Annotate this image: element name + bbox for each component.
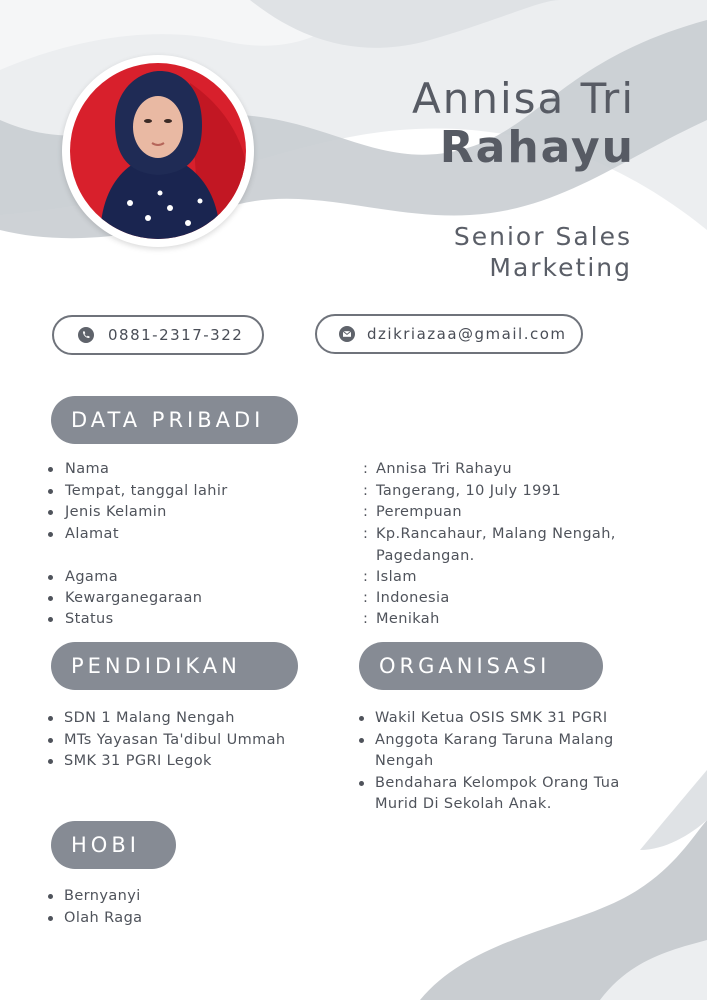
personal-value: Annisa Tri Rahayu xyxy=(376,461,512,477)
education-list xyxy=(48,708,318,773)
personal-value: Islam xyxy=(376,569,417,585)
section-hobi: HOBI xyxy=(51,821,176,869)
profile-photo xyxy=(70,63,246,239)
personal-value: Perempuan xyxy=(376,504,462,520)
organization-list xyxy=(359,708,644,816)
list-item: Bendahara Kelompok Orang Tua Murid Di Sekolah Anak. xyxy=(359,773,644,816)
personal-label: Nama xyxy=(65,461,110,477)
resume-page: Annisa Tri Rahayu Senior Sales Marketing 0881-2317-322 dzikriazaa@gmail.com DATA PRIBADI Nama : Annisa Tri Rahayu Tempat, tanggal lahir : Tangerang, 10 July 1991 Jenis Kelamin : Perempuan Alamat : Kp.Rancahaur, Malang Nengah, Pagedangan. Agama : Islam Kewarganegaraan : Indonesia Status : Menikah PENDIDIKAN ORGANISASI SDN 1 Malang Nengah MTs Yayasan Ta'dibul Ummah SMK 31 PGRI Legok Wakil Ketua OSIS SMK 31 PGRI Anggota Karang Taruna Malang Nengah Bendahara Kelompok Orang Tua Murid Di Sekolah Anak. HOBI Bernyanyi Olah Raga xyxy=(0,0,707,1000)
list-item: Olah Raga xyxy=(48,908,308,930)
list-item: MTs Yayasan Ta'dibul Ummah xyxy=(48,730,318,752)
list-item: Wakil Ketua OSIS SMK 31 PGRI xyxy=(359,708,644,730)
phone-icon xyxy=(76,325,96,345)
personal-value: Menikah xyxy=(376,611,440,627)
name-first: Annisa Tri xyxy=(411,74,635,123)
personal-label: Agama xyxy=(65,569,119,585)
personal-value: Kp.Rancahaur, Malang Nengah, Pagedangan. xyxy=(376,526,616,564)
section-pendidikan: PENDIDIKAN xyxy=(51,642,298,690)
email-address: dzikriazaa@gmail.com xyxy=(367,325,567,343)
job-title-line2: Marketing xyxy=(489,253,632,282)
mail-icon xyxy=(337,324,357,344)
profile-photo-frame xyxy=(62,55,254,247)
personal-label: Alamat xyxy=(65,526,119,542)
list-item: SDN 1 Malang Nengah xyxy=(48,708,318,730)
personal-label: Kewarganegaraan xyxy=(65,590,203,606)
personal-label: Status xyxy=(65,611,114,627)
section-organisasi: ORGANISASI xyxy=(359,642,603,690)
hobby-list xyxy=(48,886,308,929)
list-item: Anggota Karang Taruna Malang Nengah xyxy=(359,730,644,773)
list-item: Bernyanyi xyxy=(48,886,308,908)
job-title-line1: Senior Sales xyxy=(453,222,632,251)
personal-label: Jenis Kelamin xyxy=(65,504,167,520)
personal-label: Tempat, tanggal lahir xyxy=(65,483,228,499)
phone-contact xyxy=(52,315,264,355)
list-item: SMK 31 PGRI Legok xyxy=(48,751,318,773)
name-last: Rahayu xyxy=(439,122,635,173)
personal-value: Tangerang, 10 July 1991 xyxy=(376,483,561,499)
personal-value: Indonesia xyxy=(376,590,450,606)
email-contact xyxy=(315,314,583,354)
section-data-pribadi: DATA PRIBADI xyxy=(51,396,298,444)
phone-number: 0881-2317-322 xyxy=(108,326,244,344)
